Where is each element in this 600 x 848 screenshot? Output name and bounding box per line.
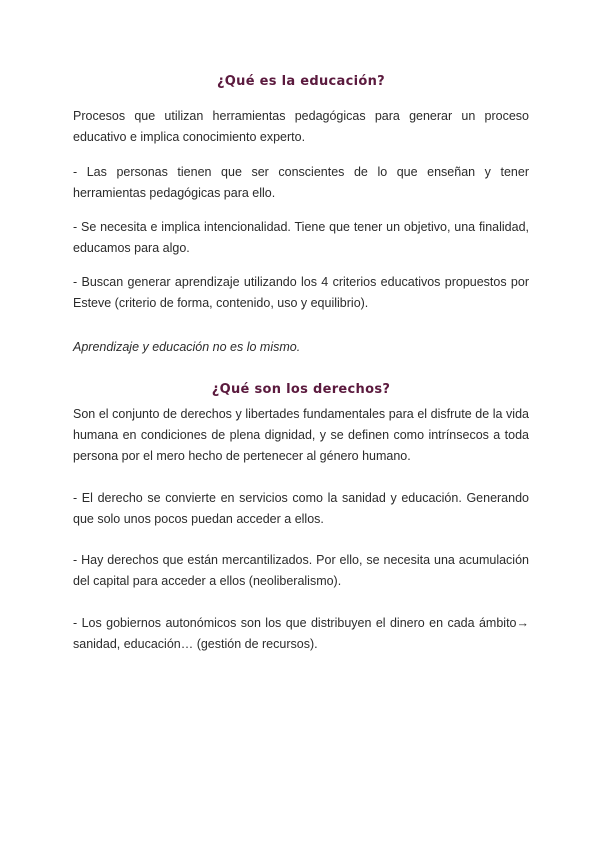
education-bullet-2: - Se necesita e implica intencionalidad. Tiene que tener un objetivo, una finalidad, educamos para algo.: [73, 220, 529, 255]
section-education-title: ¿Qué es la educación?: [216, 74, 386, 89]
rights-bullet-1: - El derecho se convierte en servicios como la sanidad y educación. Generando que solo unos pocos puedan acceder a ellos.: [73, 491, 529, 526]
education-bullet-3: - Buscan generar aprendizaje utilizando los 4 criterios educativos propuestos por Esteve (criterio de forma, contenido, uso y equilibrio).: [73, 275, 529, 310]
education-definition: Procesos que utilizan herramientas pedagógicas para generar un proceso educativo e implica conocimiento experto.: [73, 109, 529, 144]
education-note: Aprendizaje y educación no es lo mismo.: [73, 340, 301, 354]
education-bullet-1: - Las personas tienen que ser conscientes de lo que enseñan y tener herramientas pedagógicas para ello.: [73, 165, 529, 200]
rights-bullet-2: - Hay derechos que están mercantilizados. Por ello, se necesita una acumulación del capital para acceder a ellos (neoliberalismo).: [73, 553, 529, 588]
section-rights-title: ¿Qué son los derechos?: [211, 382, 391, 397]
rights-bullet-3: - Los gobiernos autonómicos son los que distribuyen el dinero en cada ámbito→ sanidad, educación… (gestión de recursos).: [73, 616, 529, 651]
rights-definition: Son el conjunto de derechos y libertades fundamentales para el disfrute de la vida humana en condiciones de plena dignidad, y se definen como intrínsecos a toda persona por el mero hecho de pertenecer al género humano.: [73, 407, 529, 463]
